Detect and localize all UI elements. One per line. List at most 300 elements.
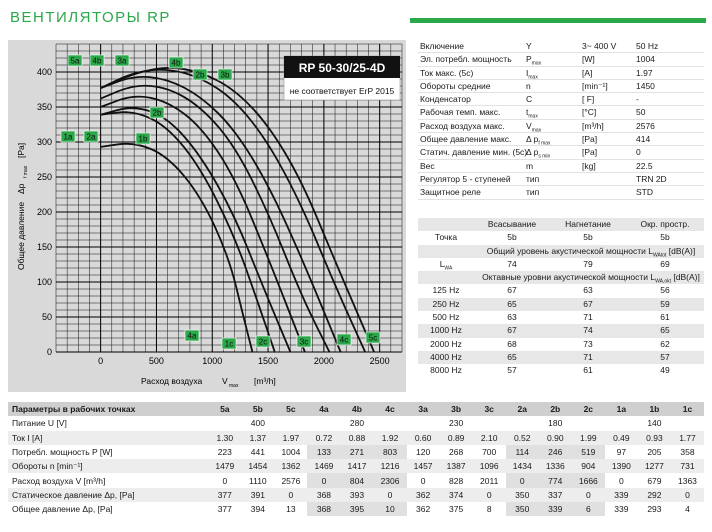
work-cell: 391 (241, 488, 274, 502)
spec-row (418, 160, 704, 173)
y-tick-label: 200 (36, 207, 52, 217)
work-cell: 374 (440, 488, 473, 502)
noise-octave-row (418, 351, 704, 364)
work-point-header: 4c (374, 402, 407, 416)
noise-octave-value: 63 (507, 312, 517, 323)
work-cell: 0 (420, 475, 426, 486)
spec-symbol-sub: s min (538, 154, 551, 161)
spec-symbol: $t_{max}$ (526, 107, 538, 121)
work-supply-value: 400 (250, 418, 265, 429)
work-cell: 1666 (572, 473, 605, 487)
spec-name: Рабочая темп. макс. (420, 107, 501, 118)
work-cell: 368 (307, 488, 340, 502)
work-supply-value: 230 (449, 418, 464, 429)
work-cell: 1.92 (374, 431, 407, 445)
work-cell: 1417 (340, 459, 373, 473)
point-label: 2a (86, 132, 96, 142)
spec-value: - (636, 94, 639, 105)
spec-value: 0 (636, 147, 641, 158)
noise-octave-row (418, 284, 704, 297)
title-accent-bar (410, 18, 706, 23)
point-label: 3b (220, 70, 230, 80)
work-row (8, 473, 704, 487)
work-title: Параметры в рабочих точках (8, 402, 208, 416)
y-tick-label: 0 (46, 347, 52, 357)
work-row-label: Ток I [A] (8, 431, 208, 445)
spec-row (418, 93, 704, 106)
spec-row (418, 146, 704, 159)
noise-octave-freq: 125 Hz (432, 285, 460, 296)
x-tick-label: 500 (148, 356, 164, 366)
work-point-header: 4a (307, 402, 340, 416)
point-label: 2b (152, 108, 162, 118)
spec-symbol: m (526, 160, 534, 171)
work-point-header: 5a (208, 402, 241, 416)
work-cell: 0 (274, 488, 307, 502)
noise-point-label: Точка (434, 232, 458, 243)
spec-unit: [kg] (582, 160, 596, 171)
work-point-header: 1b (638, 402, 671, 416)
performance-chart (8, 40, 406, 392)
spec-value: 1450 (636, 80, 655, 91)
noise-octave-row (418, 338, 704, 351)
work-cell: 120 (415, 447, 431, 458)
y-tick-label: 150 (36, 242, 52, 252)
spec-unit: [A] (582, 67, 593, 78)
noise-lwa-sub: WA (444, 265, 453, 272)
work-cell: 0 (222, 475, 228, 486)
spec-symbol: C (526, 94, 533, 105)
noise-octave-freq: 1000 Hz (430, 325, 462, 336)
work-cell: 375 (449, 504, 464, 515)
noise-octave-title-text: Октавные уровни акустической мощности L (482, 272, 656, 283)
noise-octave-title-sub: WA,okt (655, 278, 671, 285)
spec-unit: [m³/h] (582, 120, 604, 131)
spec-name: Расход воздуха макс. (420, 120, 505, 131)
noise-octave-row (418, 364, 704, 377)
work-cell: 0 (307, 473, 340, 487)
work-row-label: Расход воздуха V [m³/h] (12, 475, 106, 486)
spec-symbol: тип (526, 187, 540, 198)
work-cell: 114 (506, 445, 539, 459)
work-header-row (8, 402, 704, 416)
spec-symbol: $I_{max}$ (526, 67, 538, 81)
x-tick-label: 1000 (202, 356, 223, 366)
work-cell: 0.88 (340, 431, 373, 445)
work-cell: 0 (671, 488, 704, 502)
noise-octave-value: 56 (660, 285, 670, 296)
point-label: 2c (258, 337, 268, 347)
spec-value: TRN 2D (636, 173, 667, 184)
noise-octave-value: 62 (660, 338, 670, 349)
work-cell: 368 (307, 502, 340, 516)
work-cell: 246 (539, 445, 572, 459)
work-row-label: Статическое давление Δp, [Pa] (8, 488, 208, 502)
curve-2a (101, 112, 275, 352)
spec-name: Включение (420, 41, 464, 51)
spec-row (418, 186, 704, 199)
work-supply-value: 180 (548, 418, 563, 429)
noise-point-value: 5b (660, 232, 670, 243)
point-label: 5a (70, 56, 80, 66)
noise-lwa-value: 79 (583, 258, 593, 269)
work-cell: 133 (307, 445, 340, 459)
noise-point-value: 5b (507, 232, 517, 243)
spec-symbol: $P_{max}$ (526, 54, 542, 67)
x-tick-label: 0 (98, 356, 104, 366)
noise-octave-value: 61 (583, 365, 593, 376)
work-cell: 1277 (638, 459, 671, 473)
point-label: 1b (138, 134, 148, 144)
spec-symbol-sub: max (531, 60, 542, 67)
spec-symbol: Δ $p_{s min}$ (526, 147, 551, 161)
noise-lwa-value: 69 (660, 258, 670, 269)
work-supply-value: 140 (647, 418, 662, 429)
noise-total-title-unit: [dB(A)] (668, 245, 696, 256)
noise-octave-value: 65 (507, 298, 517, 309)
work-cell: 828 (449, 475, 464, 486)
noise-lwa-symbol: L (439, 258, 445, 269)
x-tick-label: 2500 (369, 356, 390, 366)
work-cell: 1216 (374, 459, 407, 473)
noise-total-title-text: Общий уровень акустической мощности L (486, 245, 653, 256)
spec-symbol: Δ $p_{f max}$ (526, 134, 551, 147)
y-axis-sub: f max (23, 165, 29, 178)
work-cell: 358 (680, 447, 695, 458)
curve-5a (101, 68, 374, 352)
work-row-label: Потребл. мощность P [W] (12, 447, 113, 458)
work-cell: 339 (605, 488, 638, 502)
work-cell: 0 (572, 488, 605, 502)
work-point-header: 4b (340, 402, 373, 416)
work-cell: 1.37 (241, 431, 274, 445)
point-label: 4a (187, 331, 197, 341)
work-point-header: 1c (671, 402, 704, 416)
work-cell: 268 (449, 447, 464, 458)
work-cell: 271 (340, 445, 373, 459)
page-title: ВЕНТИЛЯТОРЫ RP (10, 9, 171, 26)
performance-chart-svg (8, 40, 406, 392)
work-cell: 337 (539, 488, 572, 502)
spec-value: 50 (636, 107, 646, 118)
spec-name: Конденсатор (420, 94, 471, 105)
work-cell: 1390 (605, 459, 638, 473)
x-tick-label: 2000 (313, 356, 334, 366)
work-cell: 1434 (506, 459, 539, 473)
work-cell: 2.10 (473, 431, 506, 445)
work-point-header: 3b (440, 402, 473, 416)
work-cell: 13 (286, 504, 296, 515)
noise-octave-value: 68 (507, 338, 517, 349)
noise-octave-value: 63 (583, 285, 593, 296)
spec-unit: [Pa] (582, 134, 598, 145)
spec-value: 1.97 (636, 67, 653, 78)
noise-octave-value: 67 (507, 325, 517, 336)
noise-header-environment: Окр. простр. (640, 219, 690, 229)
spec-value: 414 (636, 134, 651, 145)
noise-octave-value: 65 (660, 325, 670, 336)
y-tick-label: 250 (36, 172, 52, 182)
work-cell: 1454 (241, 459, 274, 473)
noise-octave-rows (418, 284, 704, 377)
spec-value: 50 Hz (636, 41, 659, 51)
work-cell: 394 (250, 504, 265, 515)
work-cell: 804 (340, 473, 373, 487)
work-cell: 223 (217, 447, 232, 458)
work-cell: 1387 (440, 459, 473, 473)
work-cell: 393 (340, 488, 373, 502)
work-cell: 292 (638, 488, 671, 502)
point-label: 4b (171, 58, 181, 68)
work-point-header: 5b (241, 402, 274, 416)
work-cell: 1469 (307, 459, 340, 473)
work-cell: 904 (572, 459, 605, 473)
point-label: 4c (339, 335, 349, 345)
work-cell: 377 (208, 488, 241, 502)
spec-name: Вес (420, 160, 435, 171)
x-axis-symbol: V (222, 376, 228, 386)
work-cell: 803 (374, 445, 407, 459)
noise-octave-title-row (418, 271, 704, 284)
work-cell: 1096 (473, 459, 506, 473)
noise-octave-value: 59 (660, 298, 670, 309)
spec-row (418, 67, 704, 80)
spec-name: Общее давление макс. (420, 134, 512, 145)
curve-4a (101, 70, 366, 352)
noise-octave-value: 49 (660, 365, 670, 376)
spec-unit: [Pa] (582, 147, 598, 158)
work-point-header: 2b (539, 402, 572, 416)
work-cell: 362 (407, 488, 440, 502)
y-tick-label: 50 (41, 312, 52, 322)
point-label: 3c (299, 337, 309, 347)
noise-octave-row (418, 298, 704, 311)
work-cell: 0.72 (307, 431, 340, 445)
work-cell: 293 (647, 504, 662, 515)
noise-header-intake: Всасывание (487, 219, 537, 229)
spec-row (418, 106, 704, 119)
spec-name: Эл. потребл. мощность (420, 54, 512, 65)
spec-value: 22.5 (636, 160, 653, 171)
work-cell: 519 (572, 445, 605, 459)
work-cell: 0 (619, 475, 624, 486)
work-cell: 2576 (281, 475, 301, 486)
x-axis-unit: [m³/h] (254, 376, 276, 386)
work-cell: 1457 (407, 459, 440, 473)
work-row (8, 431, 704, 445)
work-cell: 97 (616, 447, 627, 458)
noise-point-value: 5b (583, 232, 593, 243)
work-cell: 362 (415, 504, 431, 515)
spec-symbol: Y (526, 41, 532, 51)
work-cell: 0.52 (506, 431, 539, 445)
y-tick-label: 350 (36, 102, 52, 112)
noise-header-outlet: Нагнетание (565, 219, 611, 229)
noise-lwa-value: 74 (507, 258, 517, 269)
spec-name: Статич. давление мин. (5с) (420, 147, 528, 158)
spec-symbol-sub: max (528, 114, 538, 121)
work-cell: 350 (506, 488, 539, 502)
noise-octave-row (418, 324, 704, 337)
noise-octave-value: 57 (507, 365, 517, 376)
work-cell: 8 (486, 504, 492, 515)
y-axis-unit: [Pa] (16, 142, 26, 158)
spec-row (418, 53, 704, 66)
spec-row (418, 40, 704, 53)
noise-point-row (418, 231, 704, 244)
work-cell: 731 (671, 459, 704, 473)
y-axis-label: Общее давление (16, 201, 26, 270)
spec-unit: [°C] (582, 107, 597, 118)
point-label: 5c (368, 333, 378, 343)
noise-octave-freq: 500 Hz (432, 312, 460, 323)
y-tick-label: 300 (36, 137, 52, 147)
spec-name: Регулятор 5 - ступеней (420, 173, 511, 184)
noise-octave-value: 57 (660, 351, 670, 362)
work-cell: 0 (473, 488, 506, 502)
work-cell: 0.49 (605, 431, 638, 445)
work-cell: 0.89 (440, 431, 473, 445)
noise-octave-value: 74 (583, 325, 593, 336)
work-cell: 0.60 (407, 431, 440, 445)
work-cell: 339 (539, 502, 572, 516)
work-cell: 679 (647, 475, 662, 486)
work-cell: 700 (482, 447, 497, 458)
work-cell: 4 (685, 504, 690, 515)
work-cell: 395 (340, 502, 373, 516)
spec-symbol-sub: max (528, 74, 538, 81)
work-row-label: Питание U [V] (12, 418, 67, 429)
work-cell: 1110 (249, 475, 267, 486)
work-row-label: Обороты n [min⁻¹] (8, 459, 208, 473)
work-cell: 1363 (678, 475, 697, 486)
work-cell: 441 (250, 447, 265, 458)
work-row (8, 502, 704, 516)
point-label: 3a (117, 56, 127, 66)
spec-unit: [ F] (582, 94, 595, 105)
work-row (8, 488, 704, 502)
work-supply-row (8, 416, 704, 430)
noise-octave-title-unit: [dB(A)] (673, 272, 700, 283)
noise-octave-value: 61 (660, 312, 670, 323)
work-cell: 205 (647, 447, 662, 458)
spec-table (418, 40, 704, 200)
spec-row (418, 133, 704, 146)
work-cell: 0 (374, 488, 407, 502)
work-cell: 1004 (281, 447, 301, 458)
work-cell: 774 (539, 473, 572, 487)
work-cell: 1.99 (572, 431, 605, 445)
spec-symbol-sub: f max (538, 140, 551, 147)
x-tick-label: 1500 (258, 356, 279, 366)
work-point-header: 2c (572, 402, 605, 416)
spec-row (418, 173, 704, 186)
work-cell: 339 (614, 504, 629, 515)
spec-symbol: тип (526, 173, 540, 184)
spec-unit: [min⁻¹] (582, 80, 608, 91)
point-label: 4b (92, 56, 102, 66)
spec-unit: [W] (582, 54, 595, 65)
point-label: 1c (224, 339, 234, 349)
work-cell: 10 (374, 502, 407, 516)
y-tick-label: 400 (36, 67, 52, 77)
work-row-label: Общее давление Δp, [Pa] (12, 504, 113, 515)
noise-octave-value: 67 (507, 285, 517, 296)
work-cell: 1.77 (671, 431, 704, 445)
work-cell: 2011 (480, 475, 499, 486)
noise-octave-freq: 250 Hz (432, 298, 460, 309)
y-axis-label-group (16, 143, 29, 270)
point-label: 2b (195, 70, 205, 80)
erp-note: не соответствует ErP 2015 (289, 86, 395, 96)
spec-row (418, 80, 704, 93)
noise-header-row (418, 218, 704, 231)
spec-symbol: $V_{max}$ (526, 120, 542, 134)
work-cell: 1336 (539, 459, 572, 473)
work-cell: 1479 (208, 459, 241, 473)
spec-symbol: n (526, 80, 531, 91)
noise-table (418, 218, 704, 378)
noise-total-title-sub: WAtot (652, 252, 667, 259)
work-cell: 6 (572, 502, 605, 516)
work-supply-value: 280 (349, 418, 365, 429)
y-axis-symbol: Δp (16, 183, 26, 194)
spec-value: 1004 (636, 54, 655, 65)
spec-name: Защитное реле (420, 187, 481, 198)
work-point-header: 3c (473, 402, 506, 416)
work-points-table (8, 402, 704, 516)
spec-value: 2576 (636, 120, 655, 131)
work-row (8, 459, 704, 473)
work-cell: 350 (506, 502, 539, 516)
point-label: 1a (63, 132, 73, 142)
x-axis-label: Расход воздуха (141, 376, 203, 386)
curve-1a (101, 144, 253, 352)
spec-symbol-sub: max (531, 127, 542, 134)
noise-octave-freq: 2000 Hz (430, 338, 462, 349)
spec-row (418, 120, 704, 133)
work-cell: 1.97 (274, 431, 307, 445)
spec-unit: 3~ 400 V (582, 41, 617, 51)
noise-octave-value: 73 (583, 338, 593, 349)
noise-lwa-row (418, 258, 704, 271)
work-point-header: 2a (506, 402, 539, 416)
work-row (8, 445, 704, 459)
spec-name: Обороты средние (420, 80, 491, 91)
noise-octave-value: 71 (583, 351, 593, 362)
spec-name: Ток макс. (5с) (420, 67, 474, 78)
noise-octave-value: 67 (583, 298, 593, 309)
noise-octave-value: 71 (583, 312, 593, 323)
work-cell: 1362 (274, 459, 307, 473)
y-tick-label: 100 (36, 277, 52, 287)
work-point-header: 1a (605, 402, 638, 416)
work-cell: 1.30 (208, 431, 241, 445)
noise-total-title-row (418, 245, 704, 258)
work-cell: 0 (506, 473, 539, 487)
noise-octave-freq: 4000 Hz (430, 351, 462, 362)
noise-octave-freq: 8000 Hz (430, 365, 462, 376)
work-cell: 0.90 (539, 431, 572, 445)
spec-value: STD (636, 187, 653, 198)
model-name: RP 50-30/25-4D (298, 61, 386, 75)
noise-octave-row (418, 311, 704, 324)
work-cell: 2306 (374, 473, 407, 487)
work-cell: 0.93 (638, 431, 671, 445)
x-axis-sub: max (229, 383, 239, 389)
work-point-header: 5c (274, 402, 307, 416)
work-cell: 377 (217, 504, 232, 515)
